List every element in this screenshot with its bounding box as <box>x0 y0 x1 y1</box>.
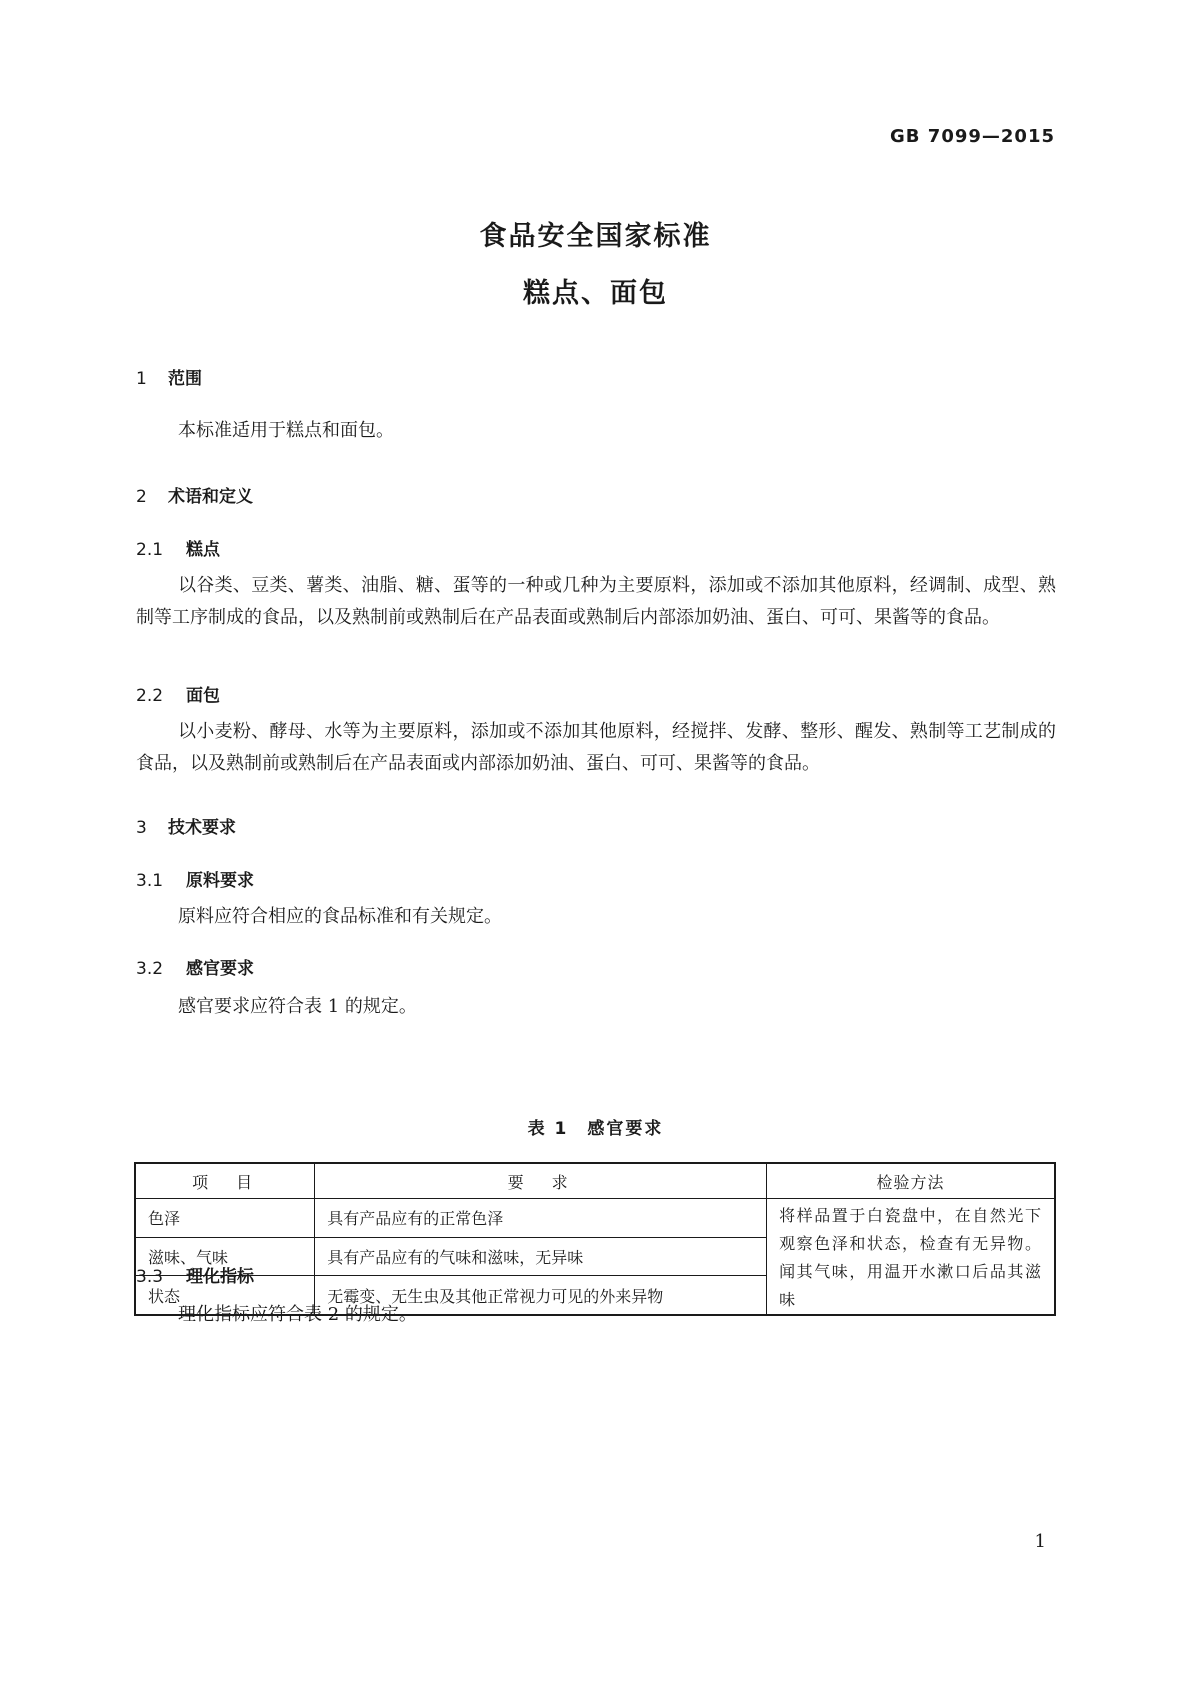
table-1-caption: 表 1 感官要求 <box>527 1119 664 1139</box>
sensory-requirements-table <box>134 1162 1056 1316</box>
table-row <box>135 1199 1055 1238</box>
item-cell: 色泽 <box>135 1199 315 1238</box>
section-heading-2 <box>136 482 253 507</box>
section-heading-2-1 <box>136 535 220 560</box>
table-header-row <box>135 1163 1055 1199</box>
section-number: 2.1 <box>136 540 164 560</box>
section-title: 技术要求 <box>168 818 236 838</box>
section-title: 感官要求 <box>186 959 254 979</box>
standard-code: GB 7099—2015 <box>890 126 1055 147</box>
method-cell: 将样品置于白瓷盘中，在自然光下观察色泽和状态，检查有无异物。闻其气味，用温开水漱口后品其滋味 <box>767 1199 1055 1316</box>
section-heading-2-2 <box>136 681 220 706</box>
section-number: 2.2 <box>136 686 164 706</box>
section-title: 理化指标 <box>186 1267 254 1287</box>
item-cell: 滋味、气味 <box>135 1237 315 1276</box>
section-3-1-text: 原料应符合相应的食品标准和有关规定。 <box>178 906 502 927</box>
column-header-requirement: 要 求 <box>315 1163 767 1199</box>
section-number: 3.3 <box>136 1267 164 1287</box>
section-number: 3.1 <box>136 871 164 891</box>
requirement-cell: 具有产品应有的气味和滋味，无异味 <box>315 1237 767 1276</box>
section-1-text: 本标准适用于糕点和面包。 <box>178 420 394 441</box>
requirement-cell: 具有产品应有的正常色泽 <box>315 1199 767 1238</box>
section-title: 面包 <box>186 686 220 706</box>
section-heading-1 <box>136 364 202 389</box>
section-3-2-text: 感官要求应符合表 1 的规定。 <box>178 996 417 1017</box>
column-header-method: 检验方法 <box>767 1163 1055 1199</box>
section-number: 3.2 <box>136 959 164 979</box>
section-3-3-text: 理化指标应符合表 2 的规定。 <box>178 1304 417 1325</box>
section-2-1-text: 以谷类、豆类、薯类、油脂、糖、蛋等的一种或几种为主要原料，添加或不添加其他原料，经调制、成型、熟制等工序制成的食品，以及熟制前或熟制后在产品表面或熟制后内部添加奶油、蛋白、可可、果酱等的食品。 <box>136 575 1056 628</box>
section-heading-3-2 <box>136 954 254 979</box>
section-title: 糕点 <box>186 540 220 560</box>
document-title: 食品安全国家标准 <box>479 221 712 252</box>
column-header-item: 项 目 <box>135 1163 315 1199</box>
section-number: 1 <box>136 369 147 389</box>
section-heading-3 <box>136 813 236 838</box>
item-cell: 状态 <box>135 1276 315 1315</box>
section-heading-3-1 <box>136 866 254 891</box>
section-title: 范围 <box>168 369 202 389</box>
section-title: 术语和定义 <box>168 487 253 507</box>
section-2-2-text: 以小麦粉、酵母、水等为主要原料，添加或不添加其他原料，经搅拌、发酵、整形、醒发、熟制等工艺制成的食品，以及熟制前或熟制后在产品表面或内部添加奶油、蛋白、可可、果酱等的食品。 <box>136 721 1056 774</box>
section-heading-3-3 <box>136 1262 254 1287</box>
requirement-cell: 无霉变、无生虫及其他正常视力可见的外来异物 <box>315 1276 767 1315</box>
section-title: 原料要求 <box>186 871 254 891</box>
document-subtitle: 糕点、面包 <box>523 278 668 309</box>
section-number: 3 <box>136 818 147 838</box>
page-number: 1 <box>1034 1531 1046 1552</box>
section-number: 2 <box>136 487 147 507</box>
